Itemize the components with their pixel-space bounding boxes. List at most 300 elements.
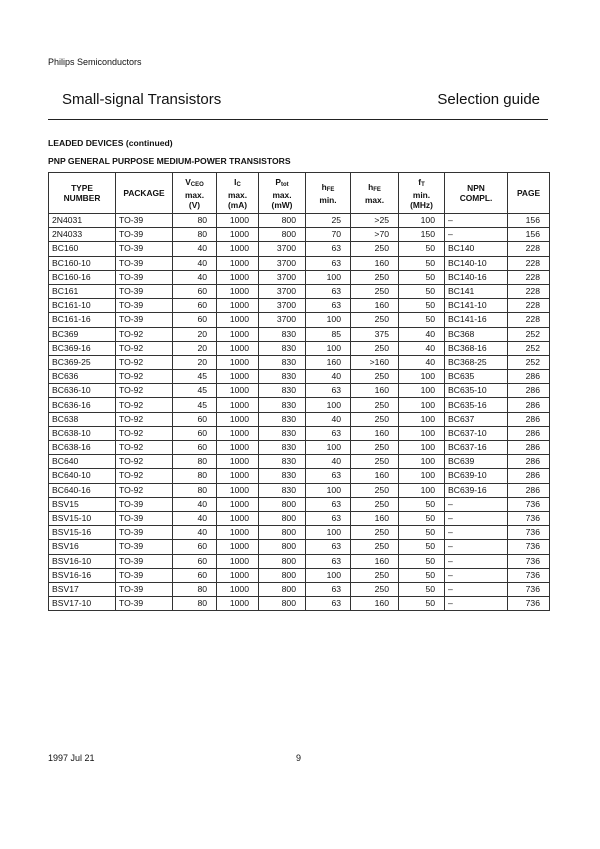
table-cell: 100: [399, 412, 445, 426]
table-cell: BC640: [49, 455, 116, 469]
table-row: [49, 540, 550, 554]
column-header-line: (mW): [271, 199, 293, 210]
table-cell: BC639-10: [445, 469, 508, 483]
column-header-line: PACKAGE: [123, 188, 165, 198]
table-cell: 63: [306, 540, 351, 554]
table-cell: 228: [508, 299, 550, 313]
table-cell: 3700: [259, 270, 306, 284]
table-cell: BC638-16: [49, 441, 116, 455]
table-cell: 40: [173, 242, 217, 256]
table-cell: BC639: [445, 455, 508, 469]
table-cell: 80: [173, 228, 217, 242]
table-cell: TO-92: [116, 412, 173, 426]
company-name: Philips Semiconductors: [48, 57, 142, 67]
column-header: [259, 173, 306, 214]
table-cell: 1000: [217, 483, 259, 497]
table-cell: 60: [173, 412, 217, 426]
table-cell: TO-39: [116, 526, 173, 540]
header-rule: [48, 119, 548, 120]
table-row: [49, 582, 550, 596]
table-cell: 1000: [217, 497, 259, 511]
table-cell: 50: [399, 313, 445, 327]
column-symbol: h: [368, 181, 374, 192]
table-cell: 160: [351, 554, 399, 568]
column-header: [351, 173, 399, 214]
table-cell: 1000: [217, 398, 259, 412]
table-cell: 1000: [217, 228, 259, 242]
table-cell: 63: [306, 497, 351, 511]
table-cell: 100: [399, 455, 445, 469]
table-cell: 800: [259, 582, 306, 596]
table-cell: BC638-10: [49, 426, 116, 440]
table-cell: 100: [399, 483, 445, 497]
table-cell: 45: [173, 398, 217, 412]
table-cell: 1000: [217, 441, 259, 455]
table-cell: 150: [399, 228, 445, 242]
table-cell: 100: [399, 469, 445, 483]
table-cell: 40: [399, 341, 445, 355]
column-header-line: PAGE: [516, 188, 541, 198]
table-cell: 160: [351, 469, 399, 483]
table-cell: –: [445, 554, 508, 568]
column-header: [49, 173, 116, 214]
column-header-line: max.: [364, 194, 385, 205]
table-cell: 228: [508, 284, 550, 298]
table-cell: BSV16-16: [49, 568, 116, 582]
table-cell: BC636-16: [49, 398, 116, 412]
table-cell: 830: [259, 398, 306, 412]
table-cell: 40: [173, 497, 217, 511]
table-header-row: [49, 173, 550, 214]
table-cell: TO-92: [116, 384, 173, 398]
table-cell: 20: [173, 355, 217, 369]
table-cell: 3700: [259, 256, 306, 270]
table-cell: 250: [351, 441, 399, 455]
table-cell: 100: [306, 341, 351, 355]
column-header-line: (MHz): [410, 199, 433, 210]
table-cell: BC369-16: [49, 341, 116, 355]
table-cell: 50: [399, 242, 445, 256]
table-cell: 1000: [217, 511, 259, 525]
table-cell: BC368-25: [445, 355, 508, 369]
table-cell: 40: [173, 256, 217, 270]
table-cell: BC141-16: [445, 313, 508, 327]
table-cell: TO-39: [116, 256, 173, 270]
table-cell: 100: [399, 398, 445, 412]
table-cell: 800: [259, 540, 306, 554]
table-cell: 40: [399, 355, 445, 369]
table-cell: 830: [259, 426, 306, 440]
table-cell: TO-39: [116, 554, 173, 568]
table-cell: BC638: [49, 412, 116, 426]
table-row: [49, 313, 550, 327]
table-cell: 63: [306, 426, 351, 440]
table-cell: BC161-16: [49, 313, 116, 327]
table-cell: 2N4031: [49, 214, 116, 228]
table-cell: 45: [173, 370, 217, 384]
column-symbol-subscript: FE: [326, 186, 335, 193]
column-symbol-subscript: FE: [373, 186, 381, 193]
table-cell: BC141-10: [445, 299, 508, 313]
table-cell: 80: [173, 597, 217, 611]
table-cell: 100: [399, 441, 445, 455]
table-cell: 50: [399, 526, 445, 540]
table-cell: TO-39: [116, 214, 173, 228]
table-cell: TO-39: [116, 497, 173, 511]
table-cell: 830: [259, 327, 306, 341]
table-cell: 800: [259, 526, 306, 540]
table-cell: 800: [259, 597, 306, 611]
document-title: Small-signal Transistors: [62, 91, 222, 108]
table-cell: >160: [351, 355, 399, 369]
table-cell: BC637-16: [445, 441, 508, 455]
table-cell: 160: [351, 597, 399, 611]
table-row: [49, 327, 550, 341]
table-cell: 736: [508, 582, 550, 596]
table-cell: 830: [259, 483, 306, 497]
table-cell: 80: [173, 469, 217, 483]
column-symbol: P: [275, 176, 281, 187]
column-header-line: NPN: [467, 183, 485, 193]
table-cell: 800: [259, 214, 306, 228]
table-cell: 63: [306, 242, 351, 256]
table-cell: BSV15: [49, 497, 116, 511]
table-row: [49, 526, 550, 540]
column-header: [399, 173, 445, 214]
table-cell: 1000: [217, 214, 259, 228]
table-cell: 40: [306, 370, 351, 384]
table-cell: 80: [173, 455, 217, 469]
table-cell: 1000: [217, 554, 259, 568]
column-symbol-subscript: tot: [280, 181, 289, 188]
table-cell: 50: [399, 540, 445, 554]
table-row: [49, 370, 550, 384]
table-cell: 250: [351, 398, 399, 412]
table-cell: 3700: [259, 242, 306, 256]
table-cell: 250: [351, 497, 399, 511]
table-cell: 1000: [217, 242, 259, 256]
table-cell: BC160-16: [49, 270, 116, 284]
table-cell: 63: [306, 582, 351, 596]
table-row: [49, 497, 550, 511]
table-cell: 1000: [217, 313, 259, 327]
table-cell: 736: [508, 511, 550, 525]
table-cell: 1000: [217, 284, 259, 298]
column-header-line: max.: [184, 189, 205, 200]
table-cell: BSV15-10: [49, 511, 116, 525]
table-cell: 40: [173, 270, 217, 284]
table-cell: 800: [259, 511, 306, 525]
transistor-table: [48, 172, 550, 611]
table-cell: >25: [351, 214, 399, 228]
table-cell: 156: [508, 228, 550, 242]
table-cell: BC640-16: [49, 483, 116, 497]
table-cell: –: [445, 540, 508, 554]
table-cell: 160: [351, 299, 399, 313]
column-header-line: TYPE: [71, 183, 93, 193]
table-cell: 250: [351, 540, 399, 554]
table-cell: 100: [306, 270, 351, 284]
column-symbol: f: [418, 176, 422, 187]
column-header: [116, 173, 173, 214]
table-cell: 286: [508, 398, 550, 412]
table-cell: 60: [173, 313, 217, 327]
table-cell: 800: [259, 497, 306, 511]
table-cell: TO-39: [116, 597, 173, 611]
table-cell: 60: [173, 441, 217, 455]
table-row: [49, 299, 550, 313]
table-cell: TO-92: [116, 355, 173, 369]
table-cell: 1000: [217, 455, 259, 469]
table-cell: TO-39: [116, 511, 173, 525]
table-cell: 50: [399, 299, 445, 313]
table-cell: 3700: [259, 284, 306, 298]
table-cell: 250: [351, 455, 399, 469]
table-cell: –: [445, 568, 508, 582]
table-row: [49, 511, 550, 525]
table-cell: 40: [306, 412, 351, 426]
table-cell: 50: [399, 511, 445, 525]
table-cell: 63: [306, 299, 351, 313]
table-cell: 736: [508, 597, 550, 611]
table-cell: BC369-25: [49, 355, 116, 369]
table-cell: TO-92: [116, 370, 173, 384]
table-cell: TO-39: [116, 284, 173, 298]
column-header: [173, 173, 217, 214]
table-cell: 60: [173, 540, 217, 554]
table-row: [49, 242, 550, 256]
document-type: Selection guide: [437, 91, 540, 108]
table-cell: BC140-10: [445, 256, 508, 270]
table-cell: –: [445, 511, 508, 525]
table-cell: TO-92: [116, 483, 173, 497]
table-cell: 50: [399, 554, 445, 568]
table-row: [49, 270, 550, 284]
table-cell: 160: [351, 426, 399, 440]
table-cell: –: [445, 497, 508, 511]
table-cell: TO-92: [116, 469, 173, 483]
table-cell: 50: [399, 256, 445, 270]
table-cell: 830: [259, 441, 306, 455]
column-header-line: min.: [319, 194, 337, 205]
table-cell: 156: [508, 214, 550, 228]
table-title: PNP GENERAL PURPOSE MEDIUM-POWER TRANSISTORS: [48, 156, 291, 166]
table-cell: 375: [351, 327, 399, 341]
table-cell: 1000: [217, 540, 259, 554]
table-cell: 80: [173, 214, 217, 228]
table-cell: 250: [351, 341, 399, 355]
table-row: [49, 455, 550, 469]
table-cell: 830: [259, 341, 306, 355]
table-cell: 286: [508, 441, 550, 455]
table-cell: BC140: [445, 242, 508, 256]
table-cell: BC369: [49, 327, 116, 341]
table-cell: 286: [508, 469, 550, 483]
table-row: [49, 554, 550, 568]
table-cell: 250: [351, 370, 399, 384]
table-cell: 2N4033: [49, 228, 116, 242]
table-cell: 63: [306, 256, 351, 270]
table-cell: BSV15-16: [49, 526, 116, 540]
table-row: [49, 214, 550, 228]
table-cell: 1000: [217, 256, 259, 270]
footer-date: 1997 Jul 21: [48, 753, 95, 763]
table-cell: TO-39: [116, 242, 173, 256]
table-cell: 50: [399, 582, 445, 596]
table-cell: 736: [508, 568, 550, 582]
table-cell: 830: [259, 469, 306, 483]
table-cell: 63: [306, 284, 351, 298]
table-cell: 250: [351, 242, 399, 256]
table-cell: 50: [399, 597, 445, 611]
table-cell: 286: [508, 455, 550, 469]
table-cell: 1000: [217, 469, 259, 483]
table-cell: 800: [259, 228, 306, 242]
table-cell: 252: [508, 341, 550, 355]
table-cell: BC637-10: [445, 426, 508, 440]
table-cell: 250: [351, 412, 399, 426]
table-cell: 100: [306, 313, 351, 327]
table-cell: TO-39: [116, 299, 173, 313]
table-cell: TO-39: [116, 582, 173, 596]
table-cell: 1000: [217, 355, 259, 369]
table-cell: 100: [399, 426, 445, 440]
table-cell: 100: [399, 384, 445, 398]
table-row: [49, 384, 550, 398]
column-header-line: (mA): [227, 199, 248, 210]
table-cell: BC160-10: [49, 256, 116, 270]
table-cell: BC639-16: [445, 483, 508, 497]
column-header-line: max.: [272, 189, 292, 200]
table-cell: 160: [351, 511, 399, 525]
table-cell: 830: [259, 384, 306, 398]
table-cell: BC140-16: [445, 270, 508, 284]
table-cell: –: [445, 214, 508, 228]
table-cell: BSV17: [49, 582, 116, 596]
table-cell: 63: [306, 469, 351, 483]
table-row: [49, 469, 550, 483]
table-cell: 20: [173, 341, 217, 355]
table-cell: 228: [508, 270, 550, 284]
table-cell: TO-92: [116, 455, 173, 469]
table-cell: 1000: [217, 412, 259, 426]
table-cell: 100: [399, 370, 445, 384]
table-cell: BC635-10: [445, 384, 508, 398]
column-header-line: max.: [227, 189, 248, 200]
table-cell: 63: [306, 597, 351, 611]
table-cell: 736: [508, 540, 550, 554]
table-cell: TO-92: [116, 426, 173, 440]
table-row: [49, 341, 550, 355]
table-cell: TO-92: [116, 327, 173, 341]
table-cell: 100: [306, 568, 351, 582]
column-symbol-subscript: T: [421, 181, 425, 188]
column-header: [306, 173, 351, 214]
table-cell: –: [445, 582, 508, 596]
table-cell: 60: [173, 299, 217, 313]
table-cell: >70: [351, 228, 399, 242]
table-cell: 160: [351, 256, 399, 270]
table-cell: TO-39: [116, 313, 173, 327]
table-cell: 800: [259, 568, 306, 582]
table-cell: BSV16: [49, 540, 116, 554]
table-cell: BC368-16: [445, 341, 508, 355]
table-cell: TO-39: [116, 228, 173, 242]
column-symbol-subscript: CEO: [190, 181, 204, 188]
table-row: [49, 568, 550, 582]
table-cell: 1000: [217, 327, 259, 341]
table-row: [49, 412, 550, 426]
column-header: [217, 173, 259, 214]
table-cell: BC637: [445, 412, 508, 426]
table-cell: 250: [351, 526, 399, 540]
table-cell: 228: [508, 313, 550, 327]
table-cell: 40: [173, 526, 217, 540]
column-header-line: NUMBER: [63, 193, 101, 203]
table-cell: 80: [173, 582, 217, 596]
table-cell: 830: [259, 455, 306, 469]
column-symbol: h: [321, 181, 327, 192]
table-cell: 830: [259, 370, 306, 384]
table-cell: 100: [306, 526, 351, 540]
table-cell: 100: [306, 398, 351, 412]
table-cell: 25: [306, 214, 351, 228]
table-row: [49, 355, 550, 369]
table-cell: 736: [508, 526, 550, 540]
column-header: [445, 173, 508, 214]
table-cell: TO-92: [116, 398, 173, 412]
section-title: LEADED DEVICES (continued): [48, 138, 173, 148]
table-cell: 800: [259, 554, 306, 568]
table-cell: TO-39: [116, 270, 173, 284]
table-cell: TO-92: [116, 441, 173, 455]
table-row: [49, 228, 550, 242]
table-cell: 63: [306, 554, 351, 568]
table-cell: 40: [173, 511, 217, 525]
table-cell: 20: [173, 327, 217, 341]
table-cell: 1000: [217, 426, 259, 440]
table-cell: 40: [306, 455, 351, 469]
table-cell: BSV17-10: [49, 597, 116, 611]
table-row: [49, 483, 550, 497]
table-cell: BC161: [49, 284, 116, 298]
column-header: [508, 173, 550, 214]
column-header-line: (V): [188, 199, 201, 210]
table-cell: 1000: [217, 597, 259, 611]
table-cell: 45: [173, 384, 217, 398]
table-cell: 228: [508, 242, 550, 256]
table-cell: 63: [306, 511, 351, 525]
column-header-line: min.: [412, 189, 431, 200]
table-cell: 1000: [217, 526, 259, 540]
table-cell: 250: [351, 313, 399, 327]
table-cell: 250: [351, 483, 399, 497]
table-cell: 3700: [259, 313, 306, 327]
table-cell: 70: [306, 228, 351, 242]
table-cell: –: [445, 526, 508, 540]
table-cell: 100: [306, 441, 351, 455]
table-row: [49, 284, 550, 298]
column-header-line: COMPL.: [459, 193, 493, 203]
table-cell: 100: [399, 214, 445, 228]
table-cell: 250: [351, 284, 399, 298]
table-cell: BC161-10: [49, 299, 116, 313]
table-cell: 160: [351, 384, 399, 398]
table-row: [49, 398, 550, 412]
table-cell: 1000: [217, 370, 259, 384]
table-cell: –: [445, 228, 508, 242]
table-cell: 830: [259, 412, 306, 426]
